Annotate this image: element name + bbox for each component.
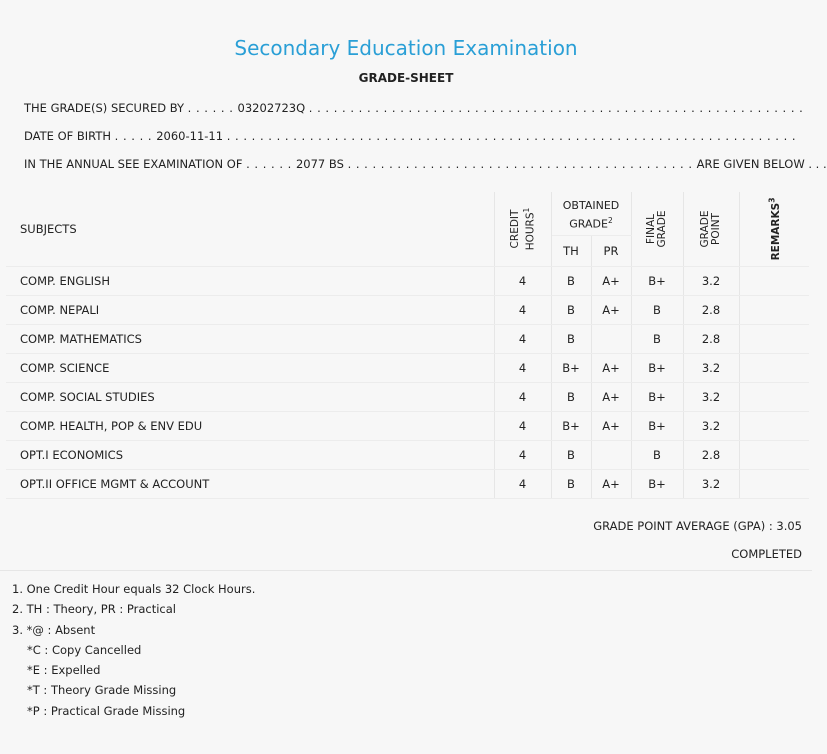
secured-value: 03202723Q (237, 101, 306, 115)
dob-label: DATE OF BIRTH (24, 129, 112, 143)
pr-cell (591, 441, 631, 470)
divider (0, 570, 812, 571)
footnote-expelled: *E : Expelled (27, 663, 101, 678)
header-pr: PR (591, 236, 631, 267)
remarks-cell (739, 383, 809, 412)
subject-cell: COMP. HEALTH, POP & ENV EDU (6, 412, 494, 441)
pr-cell: A+ (591, 412, 631, 441)
credit-cell: 4 (494, 470, 551, 499)
exam-label: IN THE ANNUAL SEE EXAMINATION OF (24, 157, 243, 171)
grades-table (6, 192, 809, 499)
header-obtained-grade: OBTAINED GRADE$^2$ (551, 192, 631, 236)
subject-cell: COMP. SOCIAL STUDIES (6, 383, 494, 412)
gp-cell: 3.2 (683, 412, 739, 441)
subject-cell: OPT.I ECONOMICS (6, 441, 494, 470)
gp-cell: 2.8 (683, 441, 739, 470)
gp-cell: 3.2 (683, 470, 739, 499)
remarks-cell (739, 325, 809, 354)
header-remarks: REMARKS$^3$ (739, 192, 809, 267)
subject-cell: COMP. SCIENCE (6, 354, 494, 383)
pr-cell: A+ (591, 296, 631, 325)
gpa-value: 3.05 (776, 519, 802, 533)
credit-cell: 4 (494, 441, 551, 470)
gp-cell: 3.2 (683, 267, 739, 296)
final-cell: B (631, 296, 683, 325)
credit-cell: 4 (494, 354, 551, 383)
footnote-3: 3. *@ : Absent (12, 622, 96, 637)
footnote-2: 2. TH : Theory, PR : Practical (12, 602, 176, 617)
credit-cell: 4 (494, 383, 551, 412)
subject-cell: COMP. MATHEMATICS (6, 325, 494, 354)
footnote-1: 1. One Credit Hour equals 32 Clock Hours. (12, 582, 256, 596)
final-cell: B+ (631, 412, 683, 441)
final-cell: B+ (631, 383, 683, 412)
gp-cell: 3.2 (683, 383, 739, 412)
credit-cell: 4 (494, 325, 551, 354)
info-secured-by: THE GRADE(S) SECURED BY . . . . . . 03202723Q . . . . . . . . . . . . . . . . . . . . . . . . . . . . . . . . . . . . . . . . . . . . . . . . . . . . . . . . . . . . (24, 101, 804, 115)
info-exam: IN THE ANNUAL SEE EXAMINATION OF . . . . . . 2077 BS . . . . . . . . . . . . . . . . . . . . . . . . . . . . . . . . . . . . . . . . . . ARE GIVEN BELOW . . . (24, 157, 827, 171)
pr-cell (591, 325, 631, 354)
th-cell: B (551, 267, 591, 296)
remarks-cell (739, 441, 809, 470)
footnotes (12, 579, 255, 721)
final-cell: B+ (631, 470, 683, 499)
th-cell: B (551, 325, 591, 354)
table-header-row (6, 192, 809, 236)
info-date-of-birth: DATE OF BIRTH . . . . . 2060-11-11 . . . . . . . . . . . . . . . . . . . . . . . . . . . . . . . . . . . . . . . . . . . . . . . . . . . . . . . . . . . . . . . . . . . . . (24, 129, 797, 143)
gpa-summary (593, 519, 802, 533)
footnote-copy-cancelled: *C : Copy Cancelled (27, 642, 142, 657)
th-cell: B (551, 470, 591, 499)
table-row (6, 325, 809, 354)
remarks-cell (739, 470, 809, 499)
final-cell: B+ (631, 354, 683, 383)
header-th: TH (551, 236, 591, 267)
gp-cell: 2.8 (683, 296, 739, 325)
subject-cell: COMP. NEPALI (6, 296, 494, 325)
table-row (6, 296, 809, 325)
credit-cell: 4 (494, 296, 551, 325)
th-cell: B+ (551, 354, 591, 383)
table-row (6, 267, 809, 296)
footnote-practical-missing: *P : Practical Grade Missing (27, 703, 186, 718)
table-row (6, 441, 809, 470)
credit-cell: 4 (494, 412, 551, 441)
status-text: COMPLETED (731, 547, 802, 561)
header-grade-point: GRADE POINT (683, 192, 739, 267)
exam-value: 2077 BS (295, 157, 344, 171)
final-cell: B+ (631, 267, 683, 296)
table-row (6, 383, 809, 412)
exam-suffix: ARE GIVEN BELOW . . . (696, 157, 827, 171)
gp-cell: 2.8 (683, 325, 739, 354)
secured-label: THE GRADE(S) SECURED BY (24, 101, 185, 115)
footnote-theory-missing: *T : Theory Grade Missing (27, 683, 177, 698)
gpa-label: GRADE POINT AVERAGE (GPA) : (593, 519, 773, 533)
th-cell: B (551, 296, 591, 325)
remarks-cell (739, 354, 809, 383)
pr-cell: A+ (591, 470, 631, 499)
th-cell: B (551, 383, 591, 412)
table-row (6, 412, 809, 441)
subject-cell: OPT.II OFFICE MGMT & ACCOUNT (6, 470, 494, 499)
header-subjects: SUBJECTS (6, 192, 494, 267)
th-cell: B+ (551, 412, 591, 441)
table-row (6, 354, 809, 383)
final-cell: B (631, 325, 683, 354)
page-subtitle: GRADE-SHEET (358, 71, 454, 85)
table-row (6, 470, 809, 499)
pr-cell: A+ (591, 267, 631, 296)
header-credit-hours: CREDIT HOURS$^1$ (494, 192, 551, 267)
remarks-cell (739, 412, 809, 441)
final-cell: B (631, 441, 683, 470)
pr-cell: A+ (591, 383, 631, 412)
gp-cell: 3.2 (683, 354, 739, 383)
credit-cell: 4 (494, 267, 551, 296)
dob-value: 2060-11-11 (156, 129, 224, 143)
th-cell: B (551, 441, 591, 470)
page-title: Secondary Education Examination (234, 36, 578, 60)
subject-cell: COMP. ENGLISH (6, 267, 494, 296)
header-final-grade: FINAL GRADE (631, 192, 683, 267)
remarks-cell (739, 267, 809, 296)
remarks-cell (739, 296, 809, 325)
pr-cell: A+ (591, 354, 631, 383)
